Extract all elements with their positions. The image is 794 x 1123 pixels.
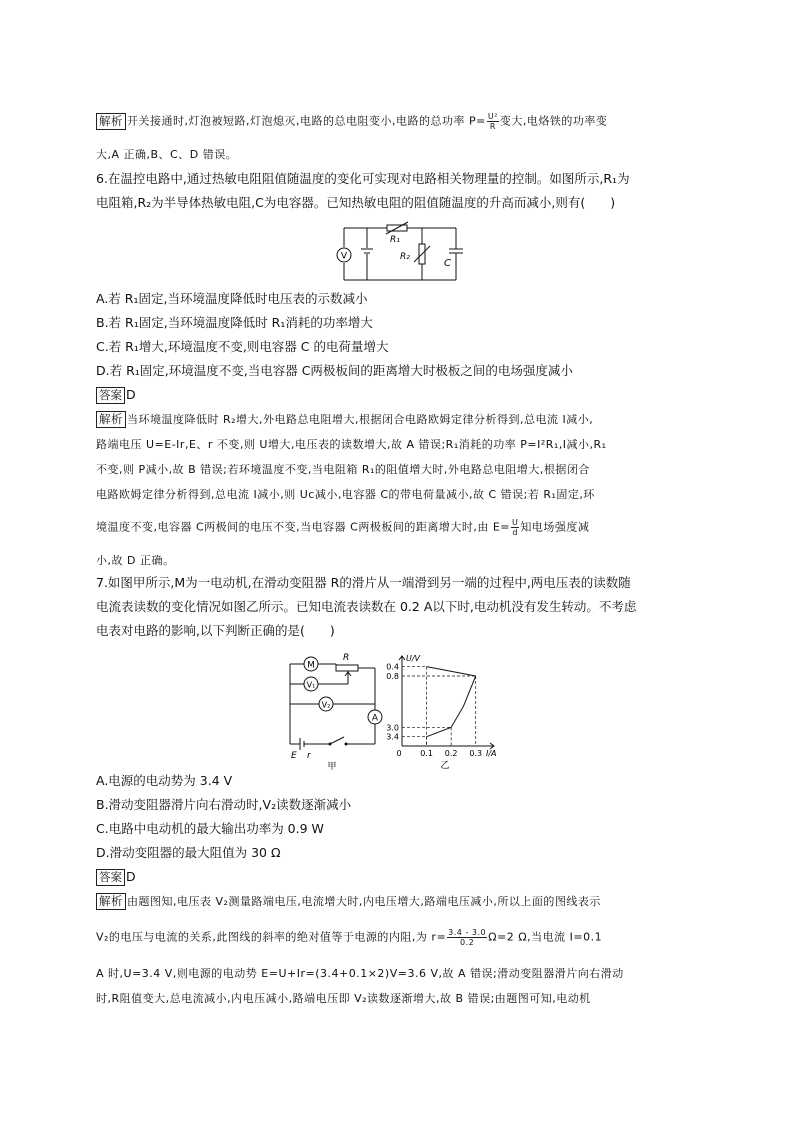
q6-option-c: C.若 R₁增大,环境温度不变,则电容器 C 的电荷量增大 — [96, 339, 389, 354]
y-tick-label: 0.8 — [386, 672, 399, 681]
q7-solution-line-1: 解析 由题图知,电压表 V₂测量路端电压,电流增大时,内电压增大,路端电压减小,所以上面的图线表示 — [96, 893, 601, 911]
q7-solution-line-4: 时,R阻值变大,总电流减小,内电压减小,路端电压即 V₂读数逐渐增大,故 B 错误;由题图可知,电动机 — [96, 992, 591, 1005]
y-tick-label: 3.4 — [386, 732, 399, 742]
q7-option-c: C.电路中电动机的最大输出功率为 0.9 W — [96, 821, 324, 836]
r2-label: R₂ — [400, 252, 410, 262]
q6-solution-line-2: 路端电压 U=E-Ir,E、r 不变,则 U增大,电压表的读数增大,故 A 错误;R₁消耗的功率 P=I²R₁,I减小,R₁ — [96, 438, 607, 451]
q5-solution-line-1: 解析 开关接通时,灯泡被短路,灯泡熄灭,电路的总电阻变小,电路的总功率 P= $\frac{\text{U²}}{R}$ 变大,电烙铁的功率变 — [96, 112, 607, 131]
formula-fraction: $\frac{\text{U²}}{R}$ — [487, 112, 498, 131]
q7-circuit-figure-jia — [280, 648, 392, 772]
q7-stem-line-1: 7.如图甲所示,M为一电动机,在滑动变阻器 R的滑片从一端滑到另一端的过程中,两电压表的读数随 — [96, 575, 631, 590]
x-tick-label: 0.1 — [420, 749, 433, 758]
q5-solution-line-2: 大,A 正确,B、C、D 错误。 — [96, 148, 238, 161]
answer-tag: 答案 — [96, 387, 125, 404]
analysis-tag: 解析 — [96, 411, 126, 428]
ammeter-label: A — [371, 713, 379, 724]
formula-fraction: $\frac{3.4 - 3.0}{0.2}$ — [448, 928, 487, 947]
q6-stem-line-1: 6.在温控电路中,通过热敏电阻阻值随温度的变化可实现对电路相关物理量的控制。如图所示,R₁为 — [96, 171, 630, 186]
y-tick-label: 3.0 — [386, 723, 399, 733]
q6-option-b: B.若 R₁固定,当环境温度降低时 R₁消耗的功率增大 — [96, 315, 373, 330]
x-tick-label: 0.2 — [444, 749, 458, 758]
v2-label: V₂ — [321, 700, 331, 710]
q7-option-d: D.滑动变阻器的最大阻值为 30 Ω — [96, 845, 281, 860]
answer-tag: 答案 — [96, 869, 125, 886]
y-axis-label: U/V — [406, 654, 421, 663]
q7-stem-line-2: 电流表读数的变化情况如图乙所示。已知电流表读数在 0.2 A以下时,电动机没有发生转动。不考虑 — [96, 599, 637, 614]
q6-stem-line-2: 电阻箱,R₂为半导体热敏电阻,C为电容器。已知热敏电阻的阻值随温度的升高而减小,则有( ) — [96, 195, 616, 210]
q7-solution-line-3: A 时,U=3.4 V,则电源的电动势 E=U+Ir=(3.4+0.1×2)V=3.6 V,故 A 错误;滑动变阻器滑片向右滑动 — [96, 967, 624, 980]
r1-label: R₁ — [390, 235, 400, 245]
q7-answer — [96, 868, 136, 886]
q6-answer — [96, 386, 136, 404]
q6-option-d: D.若 R₁固定,环境温度不变,当电容器 C两极板间的距离增大时极板之间的电场强度减小 — [96, 363, 573, 378]
x-axis-label: I/A — [486, 749, 497, 758]
y-tick-label: 0.4 — [386, 662, 399, 672]
figure-caption-yi: 乙 — [440, 761, 450, 771]
formula-fraction: $\frac{U}{d}$ — [512, 518, 519, 537]
q7-option-a: A.电源的电动势为 3.4 V — [96, 773, 233, 788]
q6-solution-line-4: 电路欧姆定律分析得到,总电流 I减小,则 Uc减小,电容器 C的带电荷量减小,故 C 错误;若 R₁固定,环 — [96, 488, 595, 501]
emf-label: E — [291, 751, 297, 761]
q6-solution-line-1: 解析 当环境温度降低时 R₂增大,外电路总电阻增大,根据闭合电路欧姆定律分析得到,总电流 I减小, — [96, 411, 593, 429]
figure-caption-jia: 甲 — [327, 762, 337, 772]
rheostat-label: R — [343, 653, 350, 663]
origin-label: 0 — [396, 749, 402, 758]
q7-stem-line-3: 电表对电路的影响,以下判断正确的是( ) — [96, 623, 335, 638]
q6-solution-line-5: 境温度不变,电容器 C两极间的电压不变,当电容器 C两极板间的距离增大时,由 E= $\frac{U}{d}$ 知电场强度减 — [96, 518, 590, 537]
q6-answer-value: D — [126, 387, 136, 402]
motor-label: M — [307, 660, 315, 671]
series-v2-line — [427, 667, 476, 676]
analysis-tag: 解析 — [96, 893, 126, 910]
x-tick-label: 0.3 — [469, 749, 483, 758]
q6-circuit-figure — [334, 222, 464, 284]
c-label: C — [444, 258, 451, 269]
q7-option-b: B.滑动变阻器滑片向右滑动时,V₂读数逐渐减小 — [96, 797, 352, 812]
q6-solution-line-3: 不变,则 P减小,故 B 错误;若环境温度不变,当电阻箱 R₁的阻值增大时,外电路总电阻增大,根据闭合 — [96, 463, 590, 476]
analysis-tag: 解析 — [96, 113, 126, 130]
v1-label: V₁ — [306, 680, 316, 690]
internal-r-label: r — [307, 751, 311, 761]
q6-solution-line-6: 小,故 D 正确。 — [96, 554, 175, 567]
q7-solution-line-2: V₂的电压与电流的关系,此图线的斜率的绝对值等于电源的内阻,为 r= $\frac{3.4 - 3.0}{0.2}$ Ω=2 Ω,当电流 I=0.1 — [96, 928, 603, 947]
q7-answer-value: D — [126, 869, 136, 884]
voltmeter-label: V — [340, 251, 348, 262]
q7-chart-yi — [380, 650, 510, 770]
q6-option-a: A.若 R₁固定,当环境温度降低时电压表的示数减小 — [96, 291, 368, 306]
